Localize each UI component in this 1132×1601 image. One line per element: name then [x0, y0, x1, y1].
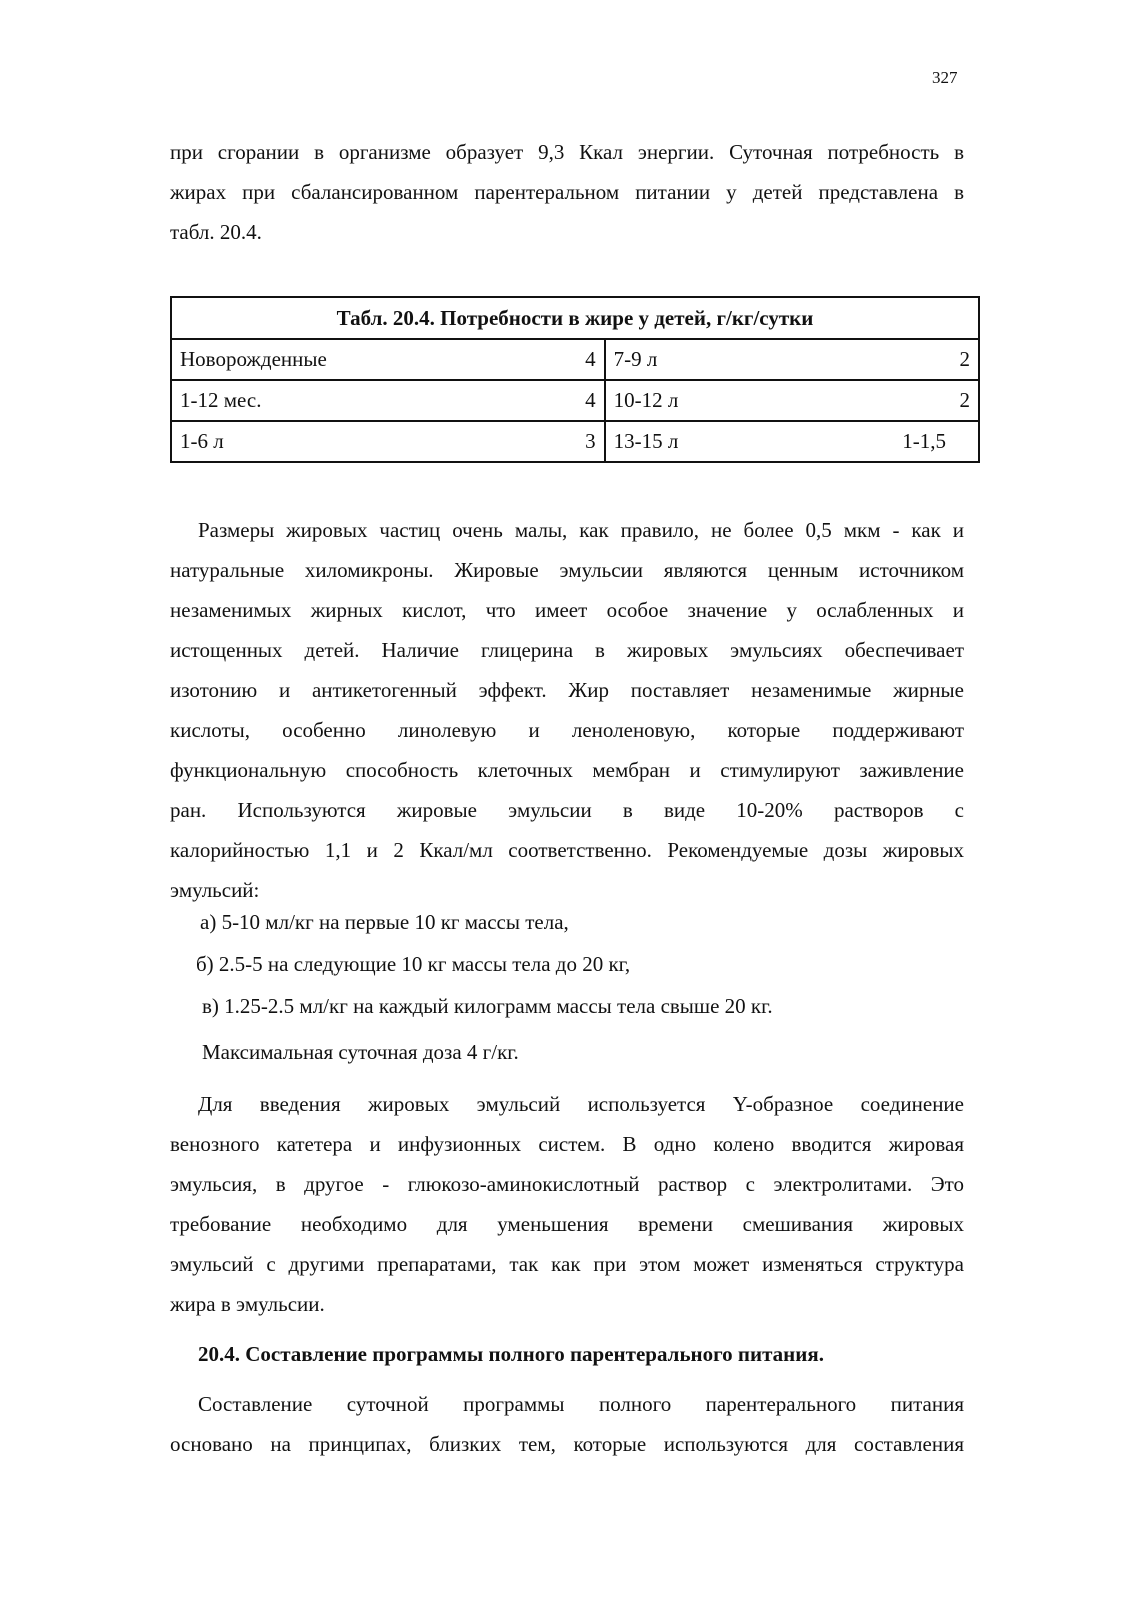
text-line: функциональную способность клеточных мембран и стимулируют заживление [170, 758, 964, 782]
list-item: а) 5-10 мл/кг на первые 10 кг массы тела, [200, 910, 569, 934]
value-cell: 4 [573, 339, 605, 380]
text-line: Составление суточной программы полного парентерального питания [198, 1392, 964, 1416]
infusion-paragraph [170, 1084, 964, 1324]
text-line: при сгорании в организме образует 9,3 Ккал энергии. Суточная потребность в [170, 140, 964, 164]
table-title: Табл. 20.4. Потребности в жире у детей, г/кг/сутки [171, 297, 979, 339]
text-line: кислоты, особенно линолевую и леноленовую, которые поддерживают [170, 718, 964, 742]
text-line: эмульсия, в другое - глюкозо-аминокислотный раствор с электролитами. Это [170, 1172, 964, 1196]
value-cell: 4 [573, 380, 605, 421]
text-line: жирах при сбалансированном парентеральном питании у детей представлена в [170, 180, 964, 204]
text-line: Для введения жировых эмульсий используется Y-образное соединение [198, 1092, 964, 1116]
value-cell: 2 [882, 380, 979, 421]
fat-requirements-table [170, 296, 980, 463]
text-line: жира в эмульсии. [170, 1292, 325, 1316]
text-line: ран. Используются жировые эмульсии в виде 10-20% растворов с [170, 798, 964, 822]
fat-emulsion-paragraph [170, 510, 964, 910]
text-line: калорийностью 1,1 и 2 Ккал/мл соответственно. Рекомендуемые дозы жировых [170, 838, 964, 862]
text-line: натуральные хиломикроны. Жировые эмульсии являются ценным источником [170, 558, 964, 582]
list-item: в) 1.25-2.5 мл/кг на каждый килограмм массы тела свыше 20 кг. [202, 994, 773, 1018]
text-line: эмульсий: [170, 878, 260, 902]
program-paragraph [170, 1384, 964, 1464]
table-row [171, 380, 979, 421]
text-line: табл. 20.4. [170, 220, 262, 244]
age-cell: 10-12 л [605, 380, 882, 421]
age-cell: 7-9 л [605, 339, 882, 380]
list-item: Максимальная суточная доза 4 г/кг. [202, 1040, 519, 1064]
text-line: требование необходимо для уменьшения времени смешивания жировых [170, 1212, 964, 1236]
list-item: б) 2.5-5 на следующие 10 кг массы тела до 20 кг, [196, 952, 631, 976]
table-row [171, 339, 979, 380]
page-number: 327 [932, 68, 958, 87]
text-line: венозного катетера и инфузионных систем. В одно колено вводится жировая [170, 1132, 964, 1156]
text-line: эмульсий с другими препаратами, так как при этом может изменяться структура [170, 1252, 964, 1276]
section-heading: 20.4. Составление программы полного парентерального питания. [198, 1342, 824, 1366]
intro-paragraph [170, 132, 964, 252]
age-cell: 13-15 л [605, 421, 882, 462]
table-row [171, 421, 979, 462]
text-line: незаменимых жирных кислот, что имеет особое значение у ослабленных и [170, 598, 964, 622]
text-line: изотонию и антикетогенный эффект. Жир поставляет незаменимые жирные [170, 678, 964, 702]
text-line: Размеры жировых частиц очень малы, как правило, не более 0,5 мкм - как и [198, 518, 964, 542]
age-cell: 1-6 л [171, 421, 573, 462]
value-cell: 1-1,5 [882, 421, 979, 462]
table-title-row [171, 297, 979, 339]
value-cell: 3 [573, 421, 605, 462]
text-line: истощенных детей. Наличие глицерина в жировых эмульсиях обеспечивает [170, 638, 964, 662]
value-cell: 2 [882, 339, 979, 380]
age-cell: Новорожденные [171, 339, 573, 380]
age-cell: 1-12 мес. [171, 380, 573, 421]
text-line: основано на принципах, близких тем, которые используются для составления [170, 1432, 964, 1456]
